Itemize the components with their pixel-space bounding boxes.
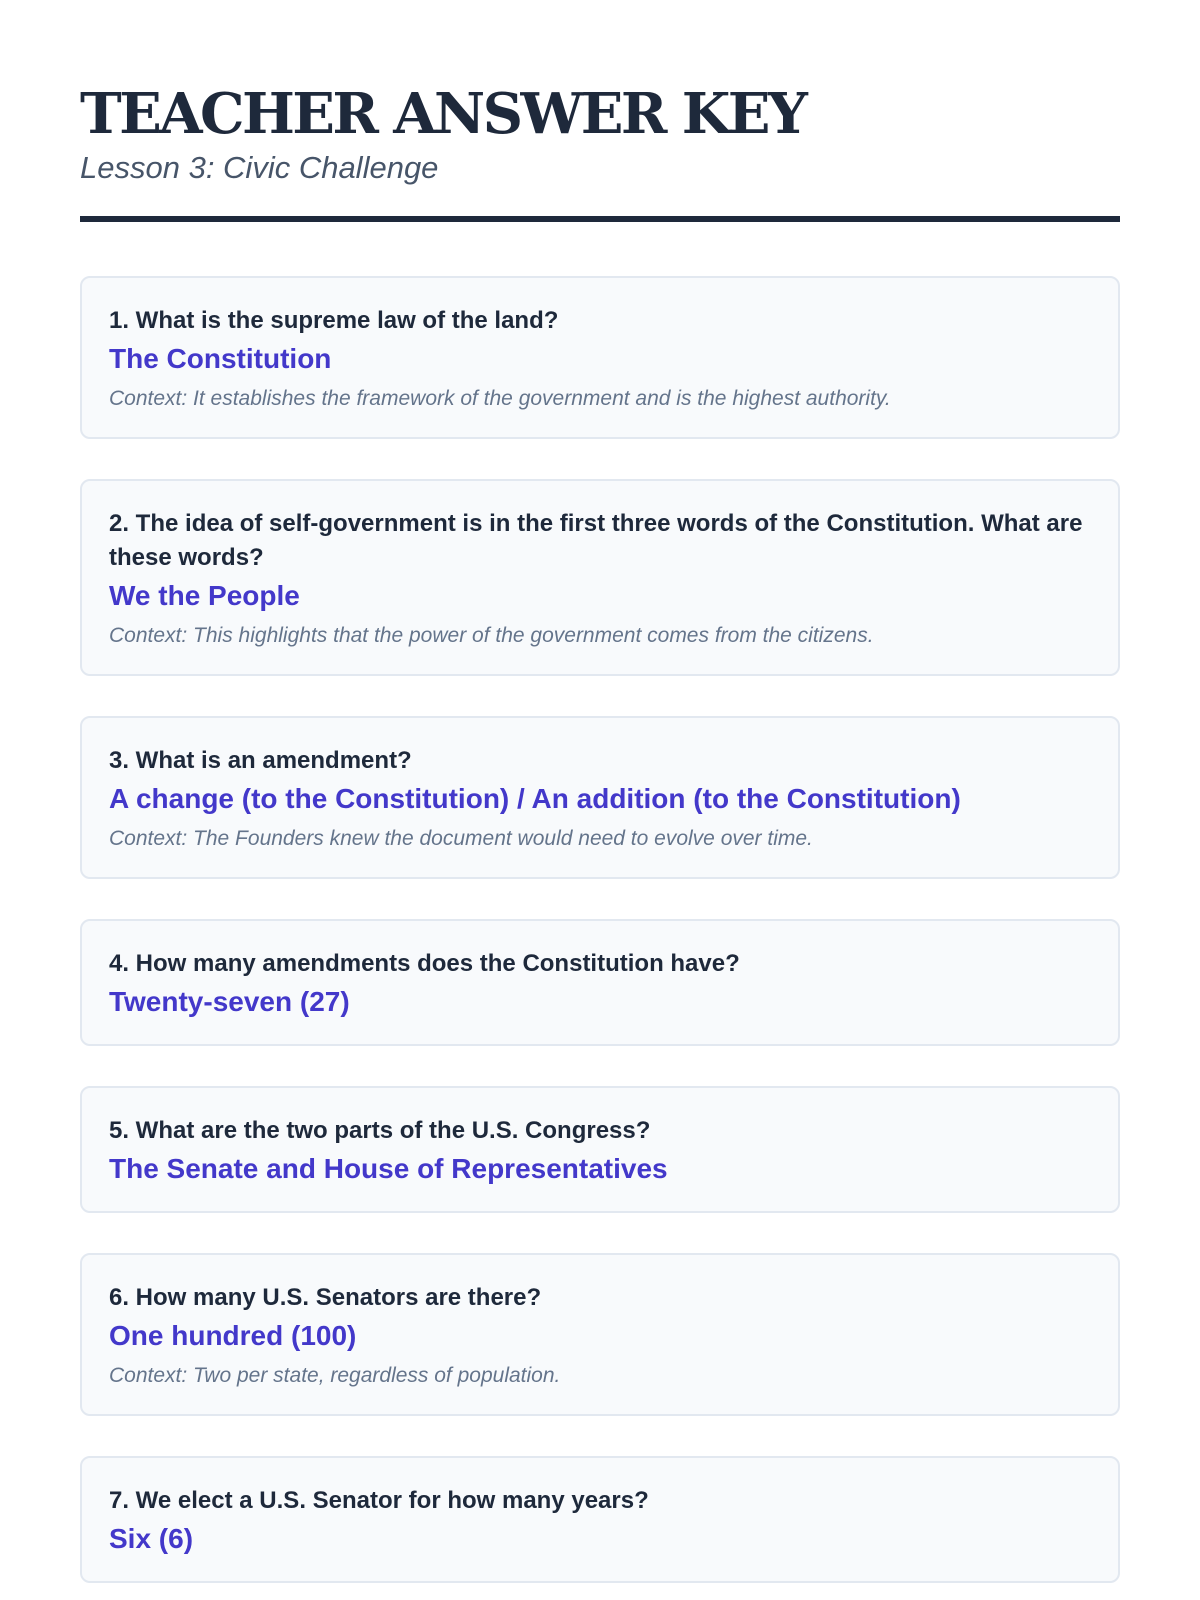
page-title: TEACHER ANSWER KEY [80, 81, 806, 147]
question-card-5 [80, 1086, 1120, 1213]
question-card-1 [80, 276, 1120, 439]
question-text: 2. The idea of self-government is in the first three words of the Constitution. What are these words? [109, 510, 1083, 571]
page-header [80, 82, 1120, 222]
context-note: Context: Two per state, regardless of population. [109, 1364, 561, 1387]
answer-text: Twenty-seven (27) [109, 986, 350, 1017]
answer-text: The Constitution [109, 343, 332, 374]
question-text: 6. How many U.S. Senators are there? [109, 1284, 542, 1311]
question-text: 4. How many amendments does the Constitution have? [109, 950, 740, 977]
page-subtitle: Lesson 3: Civic Challenge [80, 150, 439, 185]
question-card-6 [80, 1253, 1120, 1416]
question-card-3 [80, 716, 1120, 879]
question-card-4 [80, 919, 1120, 1046]
answer-text: Six (6) [109, 1523, 194, 1554]
answer-text: We the People [109, 580, 300, 611]
context-note: Context: This highlights that the power of the government comes from the citizens. [109, 624, 874, 647]
question-text: 5. What are the two parts of the U.S. Congress? [109, 1117, 651, 1144]
question-list [80, 276, 1120, 1583]
question-text: 3. What is an amendment? [109, 747, 412, 774]
question-card-2 [80, 479, 1120, 676]
answer-text: The Senate and House of Representatives [109, 1153, 668, 1184]
context-note: Context: The Founders knew the document would need to evolve over time. [109, 827, 813, 850]
answer-text: A change (to the Constitution) / An addition (to the Constitution) [109, 783, 961, 814]
question-text: 7. We elect a U.S. Senator for how many years? [109, 1487, 649, 1514]
question-card-7 [80, 1456, 1120, 1583]
question-text: 1. What is the supreme law of the land? [109, 307, 559, 334]
context-note: Context: It establishes the framework of the government and is the highest authority. [109, 387, 891, 410]
answer-text: One hundred (100) [109, 1320, 357, 1351]
